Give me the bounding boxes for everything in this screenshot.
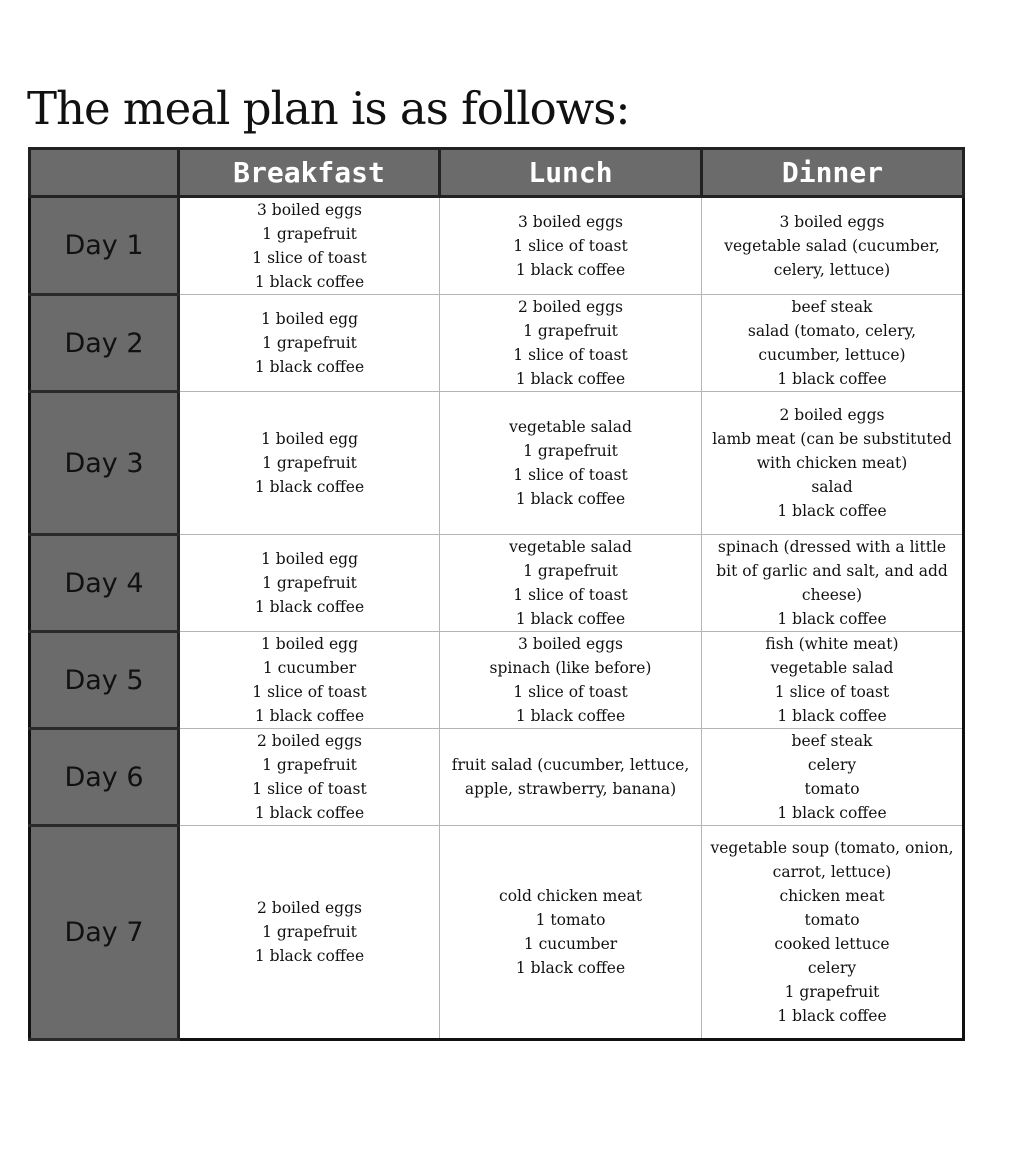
header-row bbox=[30, 149, 964, 197]
day-label: Day 2 bbox=[30, 295, 179, 392]
meal-plan-table bbox=[28, 147, 965, 1041]
page-title: The meal plan is as follows: bbox=[27, 82, 630, 135]
breakfast-cell: 1 boiled egg 1 grapefruit 1 black coffee bbox=[179, 295, 440, 392]
dinner-cell: vegetable soup (tomato, onion, carrot, lettuce) chicken meat tomato cooked lettuce celery 1 grapefruit 1 black coffee bbox=[702, 826, 964, 1040]
table-row bbox=[30, 535, 964, 632]
dinner-cell: fish (white meat) vegetable salad 1 slice of toast 1 black coffee bbox=[702, 632, 964, 729]
header-corner bbox=[30, 149, 179, 197]
day-label: Day 5 bbox=[30, 632, 179, 729]
lunch-cell: vegetable salad 1 grapefruit 1 slice of toast 1 black coffee bbox=[440, 392, 702, 535]
breakfast-cell: 2 boiled eggs 1 grapefruit 1 slice of toast 1 black coffee bbox=[179, 729, 440, 826]
table-row bbox=[30, 729, 964, 826]
table-row bbox=[30, 632, 964, 729]
day-label: Day 6 bbox=[30, 729, 179, 826]
dinner-cell: beef steak salad (tomato, celery, cucumber, lettuce) 1 black coffee bbox=[702, 295, 964, 392]
table-row bbox=[30, 392, 964, 535]
dinner-cell: beef steak celery tomato 1 black coffee bbox=[702, 729, 964, 826]
header-lunch: Lunch bbox=[440, 149, 702, 197]
day-label: Day 7 bbox=[30, 826, 179, 1040]
table-row bbox=[30, 197, 964, 295]
dinner-cell: 2 boiled eggs lamb meat (can be substituted with chicken meat) salad 1 black coffee bbox=[702, 392, 964, 535]
dinner-cell: 3 boiled eggs vegetable salad (cucumber, celery, lettuce) bbox=[702, 197, 964, 295]
breakfast-cell: 2 boiled eggs 1 grapefruit 1 black coffee bbox=[179, 826, 440, 1040]
header-dinner: Dinner bbox=[702, 149, 964, 197]
lunch-cell: 3 boiled eggs spinach (like before) 1 slice of toast 1 black coffee bbox=[440, 632, 702, 729]
day-label: Day 3 bbox=[30, 392, 179, 535]
header-breakfast: Breakfast bbox=[179, 149, 440, 197]
lunch-cell: vegetable salad 1 grapefruit 1 slice of toast 1 black coffee bbox=[440, 535, 702, 632]
day-label: Day 4 bbox=[30, 535, 179, 632]
lunch-cell: 2 boiled eggs 1 grapefruit 1 slice of toast 1 black coffee bbox=[440, 295, 702, 392]
breakfast-cell: 1 boiled egg 1 cucumber 1 slice of toast 1 black coffee bbox=[179, 632, 440, 729]
breakfast-cell: 1 boiled egg 1 grapefruit 1 black coffee bbox=[179, 535, 440, 632]
day-label: Day 1 bbox=[30, 197, 179, 295]
table-row bbox=[30, 826, 964, 1040]
lunch-cell: 3 boiled eggs 1 slice of toast 1 black coffee bbox=[440, 197, 702, 295]
breakfast-cell: 3 boiled eggs 1 grapefruit 1 slice of toast 1 black coffee bbox=[179, 197, 440, 295]
dinner-cell: spinach (dressed with a little bit of garlic and salt, and add cheese) 1 black coffee bbox=[702, 535, 964, 632]
lunch-cell: fruit salad (cucumber, lettuce, apple, strawberry, banana) bbox=[440, 729, 702, 826]
table-row bbox=[30, 295, 964, 392]
breakfast-cell: 1 boiled egg 1 grapefruit 1 black coffee bbox=[179, 392, 440, 535]
lunch-cell: cold chicken meat 1 tomato 1 cucumber 1 black coffee bbox=[440, 826, 702, 1040]
